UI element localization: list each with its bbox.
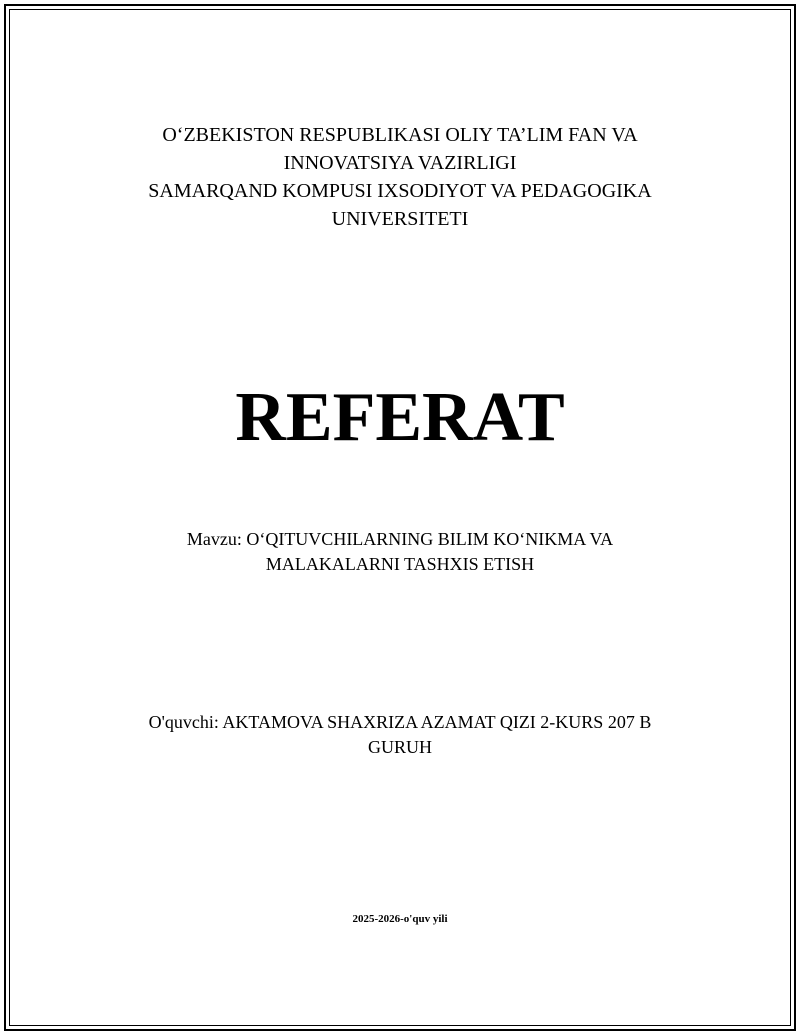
ministry-line-2: INNOVATSIYA VAZIRLIGI xyxy=(283,152,517,174)
document-title: REFERAT xyxy=(235,379,565,456)
ministry-line-1: O‘ZBEKISTON RESPUBLIKASI OLIY TA’LIM FAN VA xyxy=(162,124,638,146)
institution-header xyxy=(0,121,800,233)
university-line-1: SAMARQAND KOMPUSI IXSODIYOT VA PEDAGOGIKA xyxy=(148,180,652,202)
academic-year: 2025-2026-o'quv yili xyxy=(352,913,448,925)
topic-text: Mavzu: O‘QITUVCHILARNING BILIM KO‘NIKMA VA MALAKALARNI TASHXIS ETISH xyxy=(186,529,614,574)
student-info: O'quvchi: AKTAMOVA SHAXRIZA AZAMAT QIZI 2-KURS 207 B GURUH xyxy=(148,712,652,757)
university-line-2: UNIVERSITETI xyxy=(331,208,469,230)
